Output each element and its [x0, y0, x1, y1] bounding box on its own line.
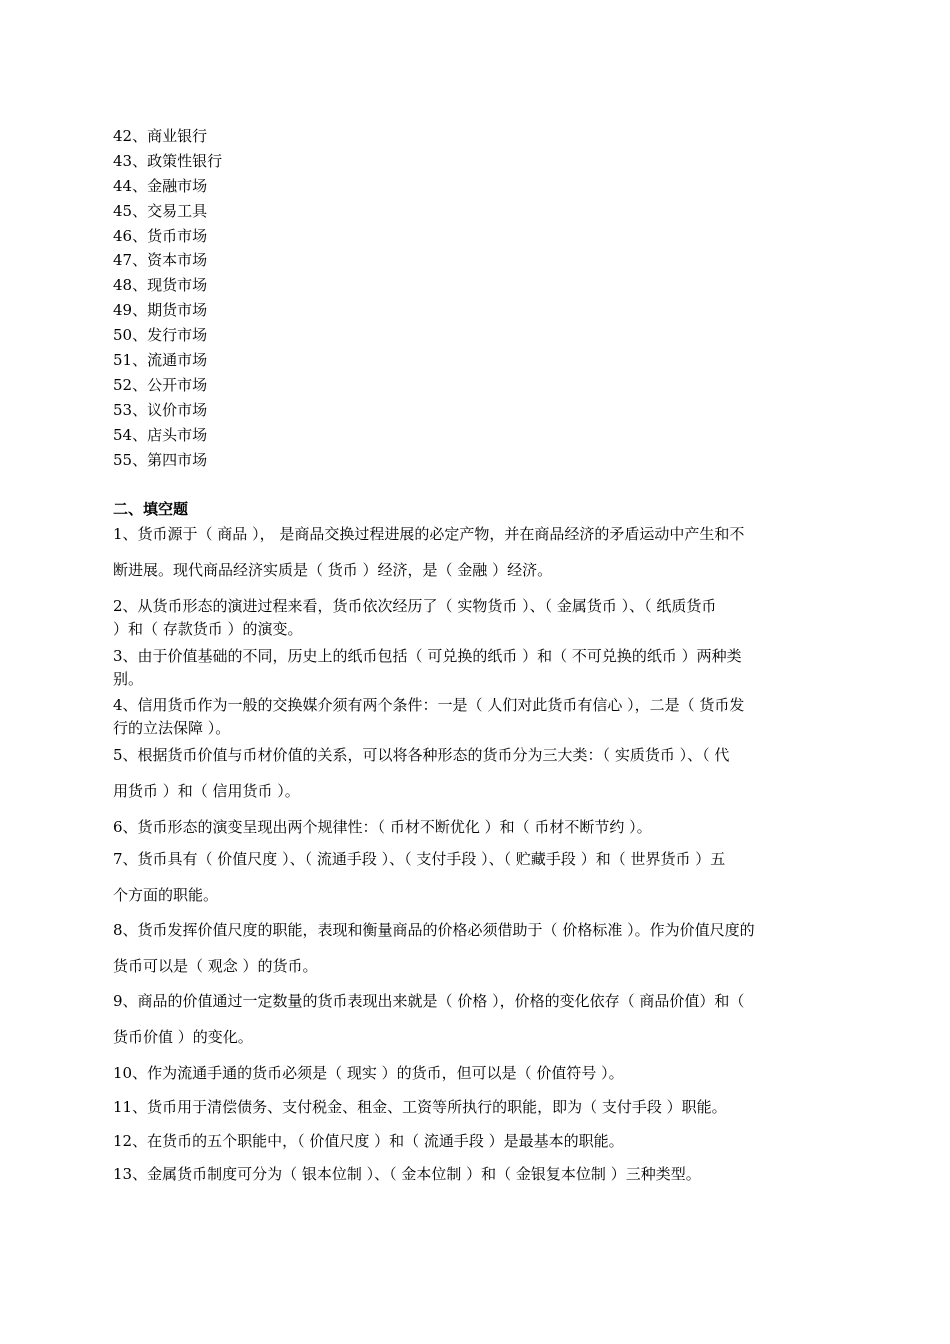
section-title: 二、填空题: [113, 500, 189, 518]
question-item: [113, 645, 837, 691]
question-line: 5、根据货币价值与币材价值的关系，可以将各种形态的货币分为三大类：（ 实质货币 ）、（ 代: [113, 746, 730, 764]
question-item: [113, 816, 837, 838]
term-item: 44、金融市场: [113, 176, 208, 195]
question-line: ）和（ 存款货币 ）的演变。: [113, 620, 303, 638]
question-line: 行的立法保障 ）。: [113, 719, 231, 737]
question-item: [113, 919, 837, 977]
question-item: [113, 1130, 837, 1152]
question-line: 1、货币源于（ 商品 ）， 是商品交换过程进展的必定产物，并在商品经济的矛盾运动中产生和不: [113, 525, 745, 543]
question-line: 13、金属货币制度可分为（ 银本位制 ）、（ 金本位制 ）和（ 金银复本位制 ）三种类型。: [113, 1165, 701, 1183]
question-line: 别。: [113, 670, 144, 688]
question-item: [113, 694, 837, 740]
question-item: [113, 1096, 837, 1118]
term-item: 49、期货市场: [113, 301, 208, 320]
term-item: 43、政策性银行: [113, 151, 223, 170]
question-item: [113, 848, 837, 906]
question-item: [113, 523, 837, 581]
term-item: 47、资本市场: [113, 251, 208, 270]
question-item: [113, 744, 837, 802]
question-item: [113, 1062, 837, 1084]
question-line: 个方面的职能。: [113, 886, 219, 904]
question-line: 11、货币用于清偿债务、支付税金、租金、工资等所执行的职能，即为（ 支付手段 ）职能。: [113, 1098, 727, 1116]
question-item: [113, 1163, 837, 1185]
term-item: 52、公开市场: [113, 375, 208, 394]
question-line: 3、由于价值基础的不同，历史上的纸币包括（ 可兑换的纸币 ）和（ 不可兑换的纸币 ）两种类: [113, 647, 742, 665]
term-item: 54、店头市场: [113, 425, 208, 444]
term-item: 48、现货市场: [113, 276, 208, 295]
question-line: 货币可以是（ 观念 ）的货币。: [113, 957, 318, 975]
question-item: [113, 595, 837, 641]
question-line: 2、从货币形态的演进过程来看，货币依次经历了（ 实物货币 ）、（ 金属货币 ）、（ 纸质货币: [113, 597, 717, 615]
question-line: 12、在货币的五个职能中，（ 价值尺度 ）和（ 流通手段 ）是最基本的职能。: [113, 1132, 624, 1150]
question-line: 7、货币具有（ 价值尺度 ）、（ 流通手段 ）、（ 支付手段 ）、（ 贮藏手段 ）和（ 世界货币 ）五: [113, 850, 726, 868]
term-item: 55、第四市场: [113, 450, 208, 469]
question-item: [113, 990, 837, 1048]
question-line: 货币价值 ）的变化。: [113, 1028, 253, 1046]
term-item: 46、货币市场: [113, 226, 208, 245]
term-item: 50、发行市场: [113, 326, 208, 345]
question-line: 8、货币发挥价值尺度的职能，表现和衡量商品的价格必须借助于（ 价格标准 ）。作为价值尺度的: [113, 921, 755, 939]
term-item: 45、交易工具: [113, 201, 208, 220]
term-item: 53、议价市场: [113, 400, 208, 419]
term-item: 51、流通市场: [113, 351, 208, 370]
term-item: 42、商业银行: [113, 127, 208, 145]
question-line: 4、信用货币作为一般的交换媒介须有两个条件：一是（ 人们对此货币有信心 ），二是（ 货币发: [113, 696, 745, 714]
term-list: [113, 124, 413, 472]
question-line: 10、作为流通手通的货币必须是（ 现实 ）的货币，但可以是（ 价值符号 ）。: [113, 1064, 624, 1082]
question-line: 断进展。现代商品经济实质是（ 货币 ）经济，是（ 金融 ）经济。: [113, 561, 553, 579]
question-line: 9、商品的价值通过一定数量的货币表现出来就是（ 价格 ），价格的变化依存（ 商品价值）和（: [113, 992, 745, 1010]
question-line: 6、货币形态的演变呈现出两个规律性：（ 币材不断优化 ）和（ 币材不断节约 ）。: [113, 818, 652, 836]
question-line: 用货币 ）和（ 信用货币 ）。: [113, 782, 300, 800]
